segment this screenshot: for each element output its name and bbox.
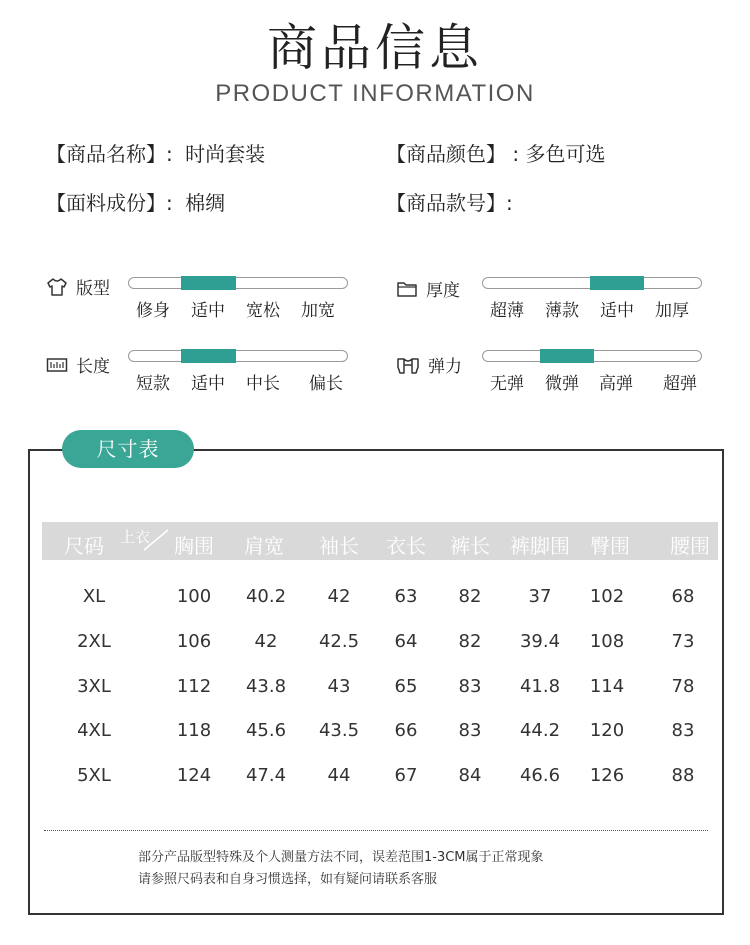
fit-option: 加宽: [301, 301, 335, 321]
table-cell: 39.4: [519, 631, 561, 652]
length-option: 中长: [246, 374, 280, 394]
table-cell: 40.2: [245, 586, 287, 607]
table-cell: 44: [327, 765, 351, 786]
table-cell: 44.2: [519, 720, 561, 741]
table-cell: 43.5: [318, 720, 360, 741]
divider: [44, 830, 708, 831]
size-cell: 4XL: [77, 720, 111, 741]
size-cell: 2XL: [77, 631, 111, 652]
table-cell: 66: [394, 720, 418, 741]
thickness-option: 适中: [600, 301, 634, 321]
column-header: 胸围: [174, 534, 214, 558]
attr-elasticity: [396, 352, 462, 377]
table-cell: 102: [589, 586, 625, 607]
page-title: 商品信息: [267, 19, 483, 77]
table-cell: 124: [176, 765, 212, 786]
elasticity-option: 高弹: [599, 374, 633, 394]
table-cell: 37: [528, 586, 552, 607]
table-cell: 47.4: [245, 765, 287, 786]
column-header: 裤长: [450, 534, 490, 558]
info-color: [386, 138, 605, 167]
info-name: [46, 138, 265, 167]
fit-option: 修身: [136, 301, 170, 321]
attr-fit-label: 版型: [76, 279, 110, 299]
table-cell: 46.6: [519, 765, 561, 786]
table-cell: 68: [671, 586, 695, 607]
table-cell: 83: [671, 720, 695, 741]
column-header: 臀围: [590, 534, 630, 558]
fit-option: 适中: [191, 301, 225, 321]
table-cell: 112: [176, 676, 212, 697]
ruler-icon: [46, 355, 68, 375]
table-cell: 88: [671, 765, 695, 786]
table-cell: 120: [589, 720, 625, 741]
elasticity-track: [482, 350, 702, 362]
table-cell: 83: [458, 720, 482, 741]
table-cell: 118: [176, 720, 212, 741]
table-cell: 73: [671, 631, 695, 652]
table-cell: 42: [327, 586, 351, 607]
table-cell: 42.5: [318, 631, 360, 652]
table-cell: 63: [394, 586, 418, 607]
fit-level: [181, 276, 236, 290]
table-cell: 114: [589, 676, 625, 697]
table-cell: 83: [458, 676, 482, 697]
length-level: [181, 349, 236, 363]
length-option: 偏长: [309, 374, 343, 394]
length-option: 适中: [191, 374, 225, 394]
note-line: 请参照尺码表和自身习惯选择，如有疑问请联系客服: [138, 872, 438, 887]
table-cell: 43.8: [245, 676, 287, 697]
info-name-value: 时尚套装: [185, 142, 266, 166]
table-cell: 82: [458, 586, 482, 607]
length-track: [128, 350, 348, 362]
attr-thickness: [396, 276, 460, 301]
info-fabric: [46, 187, 225, 216]
attr-length: [46, 352, 110, 377]
attr-elasticity-label: 弹力: [428, 357, 462, 377]
elasticity-option: 超弹: [663, 374, 697, 394]
info-name-label: 【商品名称】:: [46, 142, 173, 166]
elasticity-option: 无弹: [490, 374, 524, 394]
elasticity-option: 微弹: [545, 374, 579, 394]
info-fabric-value: 棉绸: [185, 191, 226, 215]
attr-length-label: 长度: [76, 357, 110, 377]
size-cell: 3XL: [77, 676, 111, 697]
note-line: 部分产品版型特殊及个人测量方法不同，误差范围1-3CM属于正常现象: [138, 850, 544, 865]
shirt-icon: [46, 277, 68, 297]
column-header: 腰围: [670, 534, 710, 558]
thickness-option: 薄款: [545, 301, 579, 321]
info-model: [386, 187, 519, 216]
attr-thickness-label: 厚度: [426, 281, 460, 301]
table-cell: 42: [254, 631, 278, 652]
size-cell: XL: [82, 586, 106, 607]
column-header: 尺码: [64, 534, 104, 558]
table-cell: 65: [394, 676, 418, 697]
table-cell: 78: [671, 676, 695, 697]
fit-track: [128, 277, 348, 289]
info-color-value: : 多色可选: [512, 142, 606, 166]
attr-fit: [46, 274, 110, 299]
info-color-label: 【商品颜色】: [386, 142, 506, 166]
size-cell: 5XL: [77, 765, 111, 786]
elasticity-level: [540, 349, 595, 363]
table-cell: 41.8: [519, 676, 561, 697]
table-cell: 84: [458, 765, 482, 786]
column-header: 裤脚围: [510, 534, 570, 558]
thickness-option: 超薄: [490, 301, 524, 321]
column-header: 衣长: [386, 534, 426, 558]
table-cell: 126: [589, 765, 625, 786]
table-cell: 106: [176, 631, 212, 652]
table-cell: 43: [327, 676, 351, 697]
table-cell: 82: [458, 631, 482, 652]
table-cell: 64: [394, 631, 418, 652]
info-fabric-label: 【面料成份】:: [46, 191, 173, 215]
fit-option: 宽松: [246, 301, 280, 321]
thickness-option: 加厚: [655, 301, 689, 321]
length-option: 短款: [136, 374, 170, 394]
corner-label: 上衣: [120, 528, 151, 546]
info-model-label: 【商品款号】:: [386, 191, 513, 215]
stretch-icon: [396, 355, 420, 375]
table-cell: 108: [589, 631, 625, 652]
table-cell: 100: [176, 586, 212, 607]
column-header: 袖长: [319, 534, 359, 558]
table-cell: 67: [394, 765, 418, 786]
thickness-track: [482, 277, 702, 289]
column-header: 肩宽: [244, 534, 284, 558]
page-subtitle: PRODUCT INFORMATION: [215, 80, 535, 107]
table-cell: 45.6: [245, 720, 287, 741]
folder-icon: [396, 279, 418, 299]
thickness-level: [590, 276, 645, 290]
size-table-tab: 尺寸表: [62, 430, 194, 468]
